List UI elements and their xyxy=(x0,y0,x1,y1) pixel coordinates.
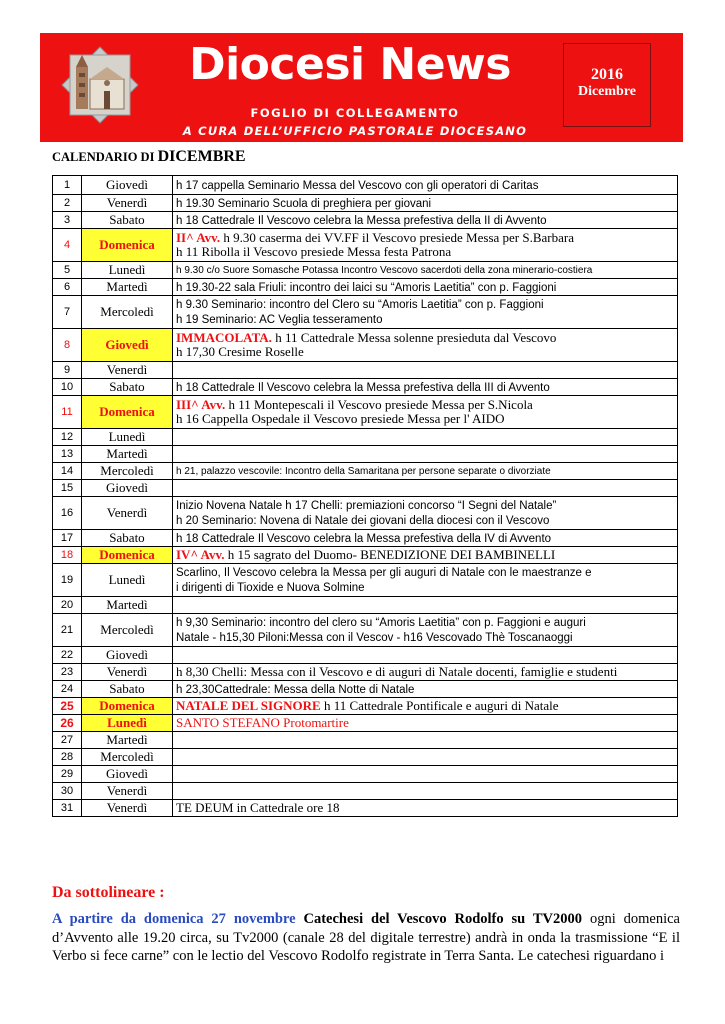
day-number: 8 xyxy=(53,329,82,362)
event-line xyxy=(176,615,674,630)
event-cell xyxy=(173,681,678,698)
weekday: Mercoledì xyxy=(82,463,173,480)
calendar-row xyxy=(53,698,678,715)
calendar-row xyxy=(53,379,678,396)
day-number: 31 xyxy=(53,800,82,817)
weekday: Giovedì xyxy=(82,647,173,664)
event-text: h 11 Cattedrale Messa solenne presieduta dal Vescovo xyxy=(271,330,557,345)
event-cell xyxy=(173,195,678,212)
issue-year: 2016 xyxy=(591,66,623,83)
calendar-row xyxy=(53,463,678,480)
event-cell xyxy=(173,597,678,614)
day-number: 20 xyxy=(53,597,82,614)
event-line xyxy=(176,245,674,259)
event-line xyxy=(176,231,674,245)
day-number: 7 xyxy=(53,296,82,329)
day-number: 29 xyxy=(53,766,82,783)
calendar-row xyxy=(53,732,678,749)
calendar-row xyxy=(53,766,678,783)
day-number: 14 xyxy=(53,463,82,480)
day-number: 26 xyxy=(53,715,82,732)
event-cell xyxy=(173,262,678,279)
day-number: 22 xyxy=(53,647,82,664)
event-cell xyxy=(173,647,678,664)
calendar-row xyxy=(53,362,678,379)
day-number: 5 xyxy=(53,262,82,279)
calendar-row xyxy=(53,647,678,664)
weekday: Domenica xyxy=(82,547,173,564)
calendar-heading xyxy=(52,148,246,166)
weekday: Giovedì xyxy=(82,766,173,783)
event-cell xyxy=(173,497,678,530)
event-line xyxy=(176,665,674,679)
notes-paragraph xyxy=(52,910,680,966)
notes-lead-date: A partire da domenica 27 novembre xyxy=(52,911,296,927)
event-cell xyxy=(173,766,678,783)
calendar-row xyxy=(53,279,678,296)
event-cell xyxy=(173,396,678,429)
cathedral-icon xyxy=(60,45,140,125)
event-line xyxy=(176,498,674,513)
weekday: Venerdì xyxy=(82,195,173,212)
event-line xyxy=(176,262,674,278)
event-line xyxy=(176,716,674,730)
day-number: 3 xyxy=(53,212,82,229)
day-number: 1 xyxy=(53,176,82,195)
event-text: h 19 Seminario: AC Veglia tesseramento xyxy=(176,314,383,326)
event-cell xyxy=(173,800,678,817)
day-number: 21 xyxy=(53,614,82,647)
event-cell xyxy=(173,329,678,362)
event-cell xyxy=(173,664,678,681)
day-number: 16 xyxy=(53,497,82,530)
calendar-row xyxy=(53,396,678,429)
event-cell xyxy=(173,715,678,732)
event-text: h 11 Montepescali il Vescovo presiede Messa per S.Nicola xyxy=(225,397,533,412)
newsletter-publisher: A CURA DELL’UFFICIO PASTORALE DIOCESANO xyxy=(182,124,528,138)
calendar-row xyxy=(53,497,678,530)
day-number: 28 xyxy=(53,749,82,766)
day-number: 4 xyxy=(53,229,82,262)
weekday: Venerdì xyxy=(82,664,173,681)
calendar-row xyxy=(53,530,678,547)
calendar-row xyxy=(53,262,678,279)
weekday: Sabato xyxy=(82,379,173,396)
calendar-row xyxy=(53,614,678,647)
event-text: h 11 Cattedrale Pontificale e auguri di Natale xyxy=(320,698,559,713)
weekday: Venerdì xyxy=(82,362,173,379)
weekday: Martedì xyxy=(82,279,173,296)
calendar-row xyxy=(53,715,678,732)
event-cell xyxy=(173,547,678,564)
header-banner xyxy=(40,33,683,142)
weekday: Domenica xyxy=(82,698,173,715)
day-number: 9 xyxy=(53,362,82,379)
event-text: i dirigenti di Tioxide e Nuova Solmine xyxy=(176,582,365,594)
weekday: Martedì xyxy=(82,597,173,614)
event-text: h 23,30Cattedrale: Messa della Notte di Natale xyxy=(176,683,415,696)
weekday: Domenica xyxy=(82,396,173,429)
event-cell xyxy=(173,480,678,497)
event-line xyxy=(176,630,674,645)
issue-month: Dicembre xyxy=(577,84,637,99)
calendar-row xyxy=(53,681,678,698)
day-number: 30 xyxy=(53,783,82,800)
event-cell xyxy=(173,446,678,463)
day-number: 11 xyxy=(53,396,82,429)
event-text: Inizio Novena Natale h 17 Chelli: premiazioni concorso “I Segni del Natale” xyxy=(176,500,557,512)
calendar-row xyxy=(53,212,678,229)
event-cell xyxy=(173,530,678,547)
event-text: h 21, palazzo vescovile: Incontro della Samaritana per persone separate o divorziate xyxy=(176,466,551,477)
notes-body-text: ogni domenica d’Avvento alle 19.20 circa, su Tv2000 (canale 28 del digitale terrestre) andrà in onda la trasmissione “E il Verbo si fece carne” con le lectio del Vescovo Rodolfo registrate in Terra Santa. Le catechesi riguardano i xyxy=(52,911,680,964)
weekday: Giovedì xyxy=(82,329,173,362)
event-cell xyxy=(173,296,678,329)
calendar-row xyxy=(53,664,678,681)
event-cell xyxy=(173,229,678,262)
day-number: 18 xyxy=(53,547,82,564)
event-text: Scarlino, Il Vescovo celebra la Messa per gli auguri di Natale con le maestranze e xyxy=(176,567,592,579)
calendar-row xyxy=(53,783,678,800)
event-highlight: SANTO STEFANO Protomartire xyxy=(176,715,349,730)
event-cell xyxy=(173,614,678,647)
event-line xyxy=(176,463,674,479)
calendar-row xyxy=(53,480,678,497)
event-text: h 11 Ribolla il Vescovo presiede Messa festa Patrona xyxy=(176,244,452,259)
event-line xyxy=(176,196,674,211)
weekday: Venerdì xyxy=(82,783,173,800)
weekday: Martedì xyxy=(82,446,173,463)
calendar-row xyxy=(53,429,678,446)
event-line xyxy=(176,580,674,595)
weekday: Venerdì xyxy=(82,800,173,817)
weekday: Lunedì xyxy=(82,262,173,279)
event-cell xyxy=(173,564,678,597)
calendar-row xyxy=(53,446,678,463)
calendar-row xyxy=(53,296,678,329)
event-line xyxy=(176,682,674,697)
event-text: h 8,30 Chelli: Messa con il Vescovo e di auguri di Natale docenti, famiglie e studenti xyxy=(176,664,618,679)
weekday: Sabato xyxy=(82,530,173,547)
event-text: h 18 Cattedrale Il Vescovo celebra la Messa prefestiva della IV di Avvento xyxy=(176,532,552,545)
notes-lead-title: Catechesi del Vescovo Rodolfo su TV2000 xyxy=(295,911,583,927)
event-cell xyxy=(173,429,678,446)
event-cell xyxy=(173,783,678,800)
event-text: h 9.30 caserma dei VV.FF il Vescovo presiede Messa per S.Barbara xyxy=(220,230,574,245)
event-line xyxy=(176,178,674,193)
weekday: Mercoledì xyxy=(82,614,173,647)
event-cell xyxy=(173,362,678,379)
event-line xyxy=(176,699,674,713)
event-text: h 9.30 c/o Suore Somasche Potassa Incontro Vescovo sacerdoti della zona minerario-costiera xyxy=(176,265,593,276)
event-cell xyxy=(173,698,678,715)
calendar-table xyxy=(52,175,678,817)
calendar-heading-month: DICEMBRE xyxy=(157,148,246,165)
event-text: h 19.30 Seminario Scuola di preghiera per giovani xyxy=(176,197,432,210)
event-text: h 9,30 Seminario: incontro del clero su “Amoris Laetitia” con p. Faggioni e auguri xyxy=(176,617,586,629)
calendar-row xyxy=(53,176,678,195)
event-cell xyxy=(173,279,678,296)
day-number: 10 xyxy=(53,379,82,396)
newsletter-subtitle: FOGLIO DI COLLEGAMENTO xyxy=(250,106,460,120)
weekday: Lunedì xyxy=(82,715,173,732)
event-line xyxy=(176,213,674,228)
event-line xyxy=(176,412,674,426)
calendar-row xyxy=(53,329,678,362)
event-text: h 18 Cattedrale Il Vescovo celebra la Messa prefestiva della II di Avvento xyxy=(176,214,547,227)
weekday: Lunedì xyxy=(82,429,173,446)
event-highlight: II^ Avv. xyxy=(176,230,221,245)
event-cell xyxy=(173,732,678,749)
event-line xyxy=(176,312,674,327)
event-text: h 18 Cattedrale Il Vescovo celebra la Messa prefestiva della III di Avvento xyxy=(176,381,550,394)
day-number: 15 xyxy=(53,480,82,497)
weekday: Sabato xyxy=(82,681,173,698)
event-highlight: IV^ Avv. xyxy=(176,547,225,562)
weekday: Sabato xyxy=(82,212,173,229)
event-cell xyxy=(173,176,678,195)
day-number: 13 xyxy=(53,446,82,463)
event-line xyxy=(176,331,674,345)
event-line xyxy=(176,801,674,815)
weekday: Giovedì xyxy=(82,480,173,497)
weekday: Venerdì xyxy=(82,497,173,530)
calendar-row xyxy=(53,229,678,262)
event-text: h 17 cappella Seminario Messa del Vescovo con gli operatori di Caritas xyxy=(176,179,539,192)
day-number: 6 xyxy=(53,279,82,296)
weekday: Mercoledì xyxy=(82,749,173,766)
event-cell xyxy=(173,379,678,396)
event-line xyxy=(176,548,674,562)
weekday: Lunedì xyxy=(82,564,173,597)
calendar-row xyxy=(53,195,678,212)
day-number: 12 xyxy=(53,429,82,446)
day-number: 2 xyxy=(53,195,82,212)
weekday: Martedì xyxy=(82,732,173,749)
day-number: 25 xyxy=(53,698,82,715)
calendar-row xyxy=(53,749,678,766)
event-text: h 16 Cappella Ospedale il Vescovo presiede Messa per l' AIDO xyxy=(176,411,505,426)
event-line xyxy=(176,380,674,395)
calendar-heading-prefix: CALENDARIO DI xyxy=(52,150,155,164)
issue-date-box xyxy=(563,43,651,127)
day-number: 27 xyxy=(53,732,82,749)
event-text: h 15 sagrato del Duomo- BENEDIZIONE DEI BAMBINELLI xyxy=(224,547,556,562)
calendar-row xyxy=(53,800,678,817)
day-number: 23 xyxy=(53,664,82,681)
day-number: 24 xyxy=(53,681,82,698)
event-highlight: III^ Avv. xyxy=(176,397,226,412)
weekday: Domenica xyxy=(82,229,173,262)
event-text: h 19.30-22 sala Friuli: incontro dei laici su “Amoris Laetitia” con p. Faggioni xyxy=(176,281,557,294)
notes-heading: Da sottolineare : xyxy=(52,884,165,901)
event-text: TE DEUM in Cattedrale ore 18 xyxy=(176,800,340,815)
calendar-row xyxy=(53,564,678,597)
calendar-row xyxy=(53,597,678,614)
weekday: Mercoledì xyxy=(82,296,173,329)
event-text: h 9.30 Seminario: incontro del Clero su “Amoris Laetitia” con p. Faggioni xyxy=(176,299,544,311)
event-highlight: NATALE DEL SIGNORE xyxy=(176,698,321,713)
event-line xyxy=(176,297,674,312)
event-line xyxy=(176,280,674,295)
event-line xyxy=(176,345,674,359)
calendar-row xyxy=(53,547,678,564)
event-cell xyxy=(173,212,678,229)
day-number: 17 xyxy=(53,530,82,547)
event-cell xyxy=(173,749,678,766)
event-line xyxy=(176,513,674,528)
day-number: 19 xyxy=(53,564,82,597)
event-highlight: IMMACOLATA. xyxy=(176,330,272,345)
event-line xyxy=(176,398,674,412)
event-text: h 20 Seminario: Novena di Natale dei giovani della diocesi con il Vescovo xyxy=(176,515,550,527)
event-cell xyxy=(173,463,678,480)
event-line xyxy=(176,531,674,546)
event-text: h 17,30 Cresime Roselle xyxy=(176,344,304,359)
weekday: Giovedì xyxy=(82,176,173,195)
event-line xyxy=(176,565,674,580)
newsletter-title: Diocesi News xyxy=(189,39,511,90)
event-text: Natale - h15,30 Piloni:Messa con il Vescov - h16 Vescovado Thè Toscanaoggi xyxy=(176,632,573,644)
